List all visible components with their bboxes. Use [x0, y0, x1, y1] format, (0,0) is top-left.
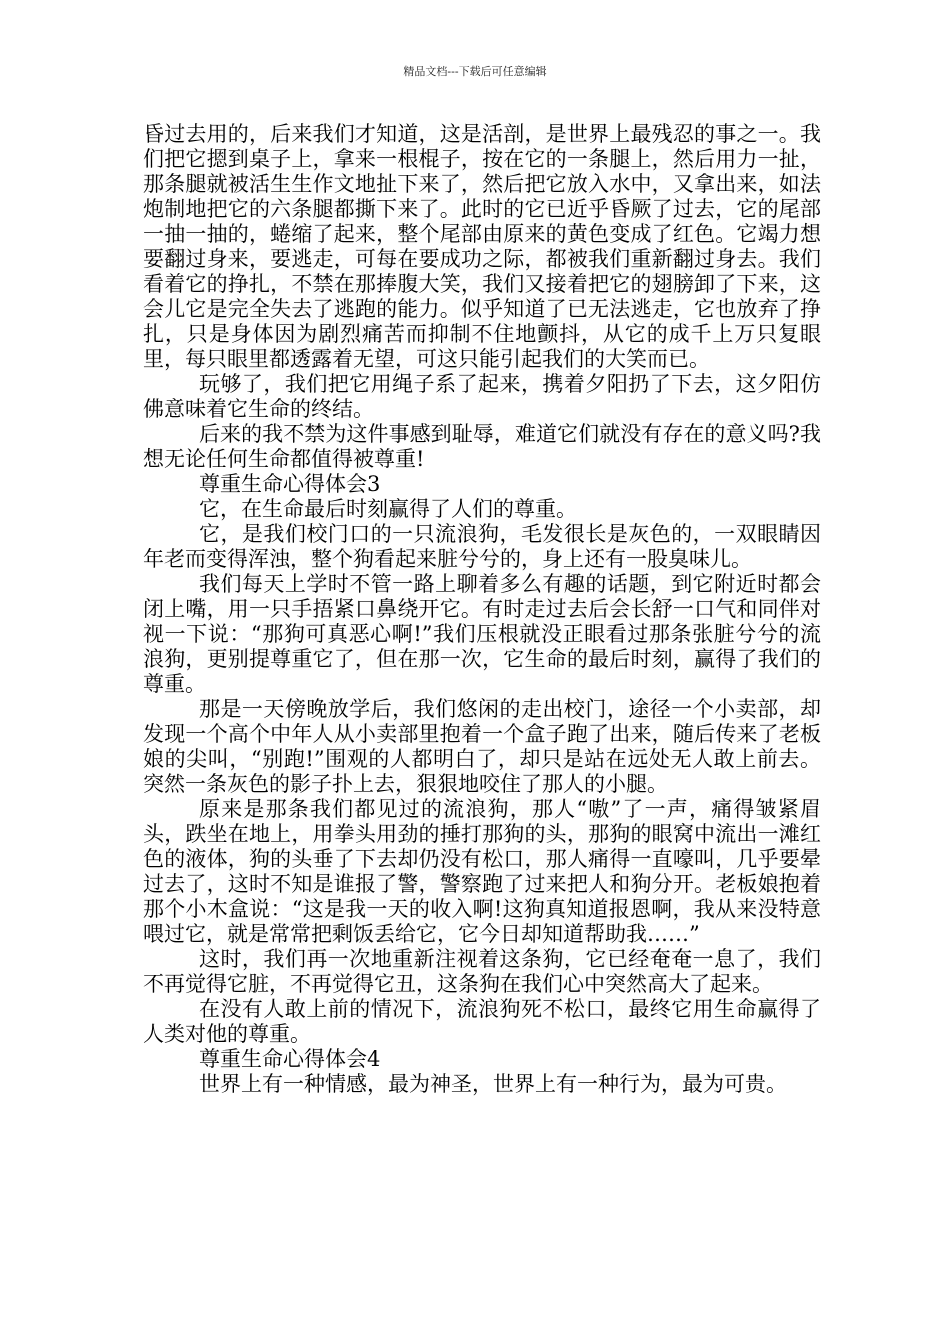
- paragraph: 我们每天上学时不管一路上聊着多么有趣的话题，到它附近时都会闭上嘴，用一只手捂紧口鼻绕开它。有时走过去后会长舒一口气和同伴对视一下说：“那狗可真恶心啊!”我们压根就没正眼看过那条张脏兮兮的流浪狗，更别提尊重它了，但在那一次，它生命的最后时刻，赢得了我们的尊重。: [143, 572, 821, 696]
- paragraph: 玩够了，我们把它用绳子系了起来，携着夕阳扔了下去，这夕阳仿佛意味着它生命的终结。: [143, 372, 821, 421]
- paragraph: 这时，我们再一次地重新注视着这条狗，它已经奄奄一息了，我们不再觉得它脏，不再觉得它丑，这条狗在我们心中突然高大了起来。: [143, 947, 821, 996]
- paragraph: 它，在生命最后时刻赢得了人们的尊重。: [199, 497, 577, 521]
- paragraph: 昏过去用的，后来我们才知道，这是活剖，是世界上最残忍的事之一。我们把它摁到桌子上，拿来一根棍子，按在它的一条腿上，然后用力一扯，那条腿就被活生生作文地扯下来了，然后把它放入水中，又拿出来，如法炮制地把它的六条腿都撕下来了。此时的它已近乎昏厥了过去，它的尾部一抽一抽的，蜷缩了起来，整个尾部由原来的黄色变成了红色。它竭力想要翻过身来，要逃走，可每在要成功之际，都被我们重新翻过身去。我们看着它的挣扎，不禁在那捧腹大笑，我们又接着把它的翅膀卸了下来，这会儿它是完全失去了逃跑的能力。似乎知道了已无法逃走，它也放弃了挣扎，只是身体因为剧烈痛苦而抑制不住地颤抖，从它的成千上万只复眼里，每只眼里都透露着无望，可这只能引起我们的大笑而已。: [143, 122, 821, 371]
- page-header: 精品文档---下载后可任意编辑: [403, 65, 547, 78]
- paragraph: 那是一天傍晚放学后，我们悠闲的走出校门，途径一个小卖部，却发现一个高个中年人从小卖部里抱着一个盒子跑了出来，随后传来了老板娘的尖叫，“别跑!”围观的人都明白了，却只是站在远处无人敢上前去。突然一条灰色的影子扑上去，狠狠地咬住了那人的小腿。: [143, 697, 821, 796]
- paragraph: 原来是那条我们都见过的流浪狗，那人“嗷”了一声，痛得皱紧眉头，跌坐在地上，用拳头用劲的捶打那狗的头，那狗的眼窝中流出一滩红色的液体，狗的头垂了下去却仍没有松口，那人痛得一直嚎叫，几乎要晕过去了，这时不知是谁报了警，警察跑了过来把人和狗分开。老板娘抱着那个小木盒说：“这是我一天的收入啊!这狗真知道报恩啊，我从来没特意喂过它，就是常常把剩饭丢给它，它今日却知道帮助我……”: [143, 797, 821, 946]
- section-heading: 尊重生命心得体会4: [199, 1047, 381, 1071]
- paragraph: 它，是我们校门口的一只流浪狗，毛发很长是灰色的，一双眼睛因年老而变得浑浊，整个狗看起来脏兮兮的，身上还有一股臭味儿。: [143, 522, 821, 571]
- paragraph: 后来的我不禁为这件事感到耻辱，难道它们就没有存在的意义吗?我想无论任何生命都值得被尊重!: [143, 422, 821, 471]
- paragraph: 在没有人敢上前的情况下，流浪狗死不松口，最终它用生命赢得了人类对他的尊重。: [143, 997, 821, 1046]
- section-heading: 尊重生命心得体会3: [199, 472, 381, 496]
- document-body: [143, 122, 821, 1097]
- paragraph: 世界上有一种情感，最为神圣，世界上有一种行为，最为可贵。: [199, 1072, 787, 1096]
